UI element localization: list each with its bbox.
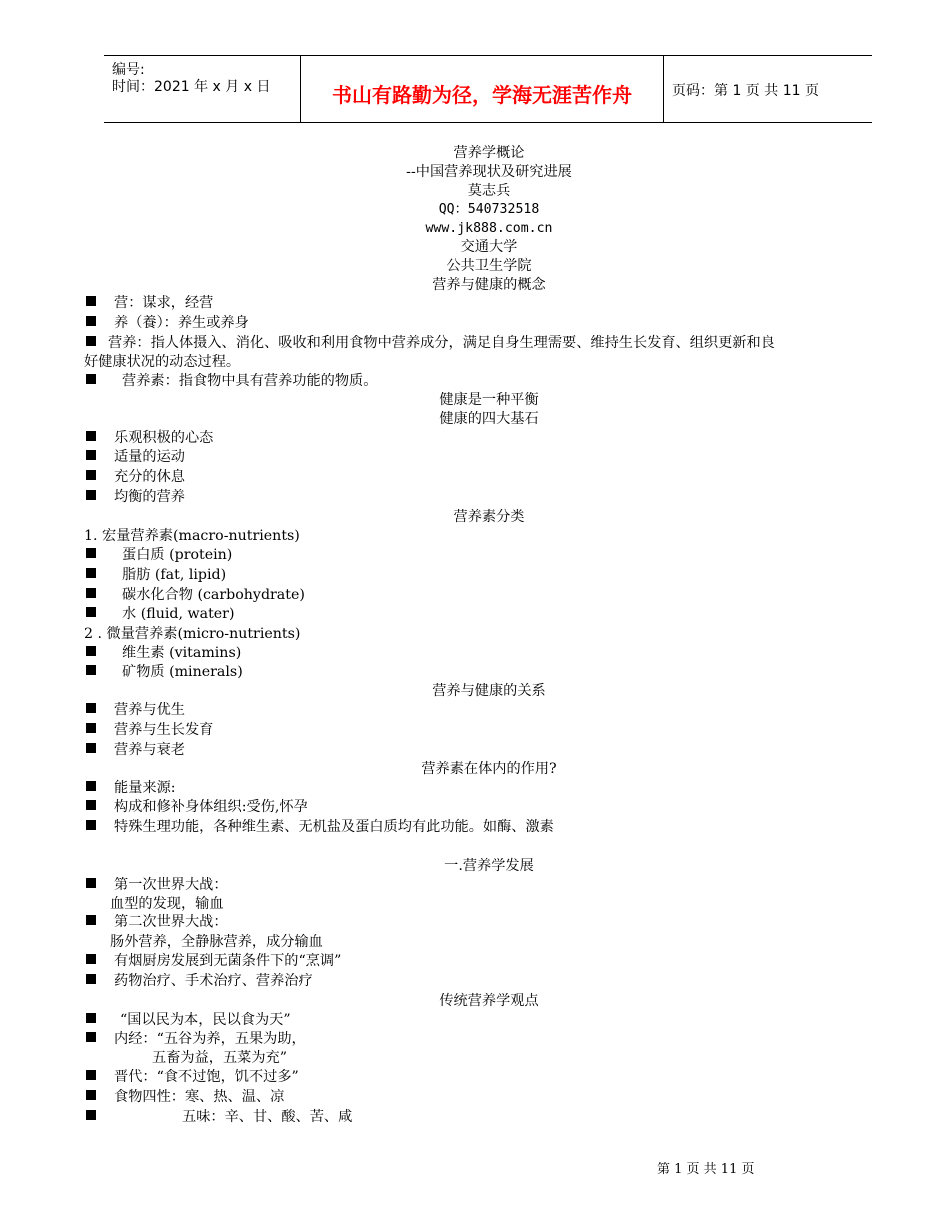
bullet-icon <box>86 665 96 675</box>
document-subtitle: --中国营养现状及研究进展 <box>406 164 572 180</box>
website: www.jk888.com.cn <box>425 221 553 236</box>
bullet-icon <box>86 915 96 925</box>
section-heading: 营养与健康的关系 <box>432 683 546 699</box>
code-label: 编号: <box>112 62 145 78</box>
list-item: 食物四性：寒、热、温、凉 <box>84 1088 284 1106</box>
qq-contact: QQ：540732518 <box>438 202 540 217</box>
list-item: 药物治疗、手术治疗、营养治疗 <box>84 972 313 990</box>
list-item: 碳水化合物 (carbohydrate) <box>84 586 305 604</box>
list-item: 营养与衰老 <box>84 741 185 759</box>
list-item: “国以民为本，民以食为天” <box>84 1011 291 1029</box>
list-item-continuation: 好健康状况的动态过程。 <box>84 354 241 370</box>
bullet-icon <box>86 490 96 500</box>
list-item: 维生素 (vitamins) <box>84 644 241 662</box>
section-heading: 健康的四大基石 <box>439 411 539 427</box>
university: 交通大学 <box>460 239 518 255</box>
bullet-icon <box>86 470 96 480</box>
bullet-icon <box>86 374 96 384</box>
page-footer: 第 1 页 共 11 页 <box>657 1162 755 1177</box>
section-heading: 传统营养学观点 <box>439 993 539 1009</box>
bullet-icon <box>86 1013 96 1023</box>
header-motto-cell <box>301 56 664 122</box>
author: 莫志兵 <box>467 183 511 199</box>
bullet-icon <box>86 781 96 791</box>
subsection-heading: 2 . 微量营养素(micro-nutrients) <box>84 626 301 642</box>
page-number-label: 页码：第 1 页 共 11 页 <box>672 83 819 99</box>
list-item: 蛋白质 (protein) <box>84 546 232 564</box>
list-item: 能量来源: <box>84 779 176 797</box>
list-item: 水 (fluid, water) <box>84 605 235 623</box>
section-heading: 营养素在体内的作用? <box>421 761 557 777</box>
bullet-icon <box>86 450 96 460</box>
bullet-icon <box>86 588 96 598</box>
bullet-icon <box>86 316 96 326</box>
bullet-icon <box>86 800 96 810</box>
bullet-icon <box>86 954 96 964</box>
section-heading: 健康是一种平衡 <box>439 392 539 408</box>
bullet-icon <box>86 431 96 441</box>
list-item: 养（養）：养生或养身 <box>84 314 249 332</box>
list-item: 五味：辛、甘、酸、苦、咸 <box>84 1108 352 1126</box>
bullet-icon <box>86 723 96 733</box>
list-item: 营：谋求，经营 <box>84 294 213 312</box>
bullet-icon <box>86 703 96 713</box>
bullet-icon <box>86 1070 96 1080</box>
bullet-icon <box>86 974 96 984</box>
section-heading: 营养与健康的概念 <box>432 277 546 293</box>
section-heading: 一.营养学发展 <box>444 858 534 874</box>
list-item: 第一次世界大战： <box>84 876 228 894</box>
list-item: 均衡的营养 <box>84 488 185 506</box>
list-item: 适量的运动 <box>84 448 185 466</box>
list-item-detail: 肠外营养，全静脉营养，成分输血 <box>110 934 323 950</box>
document-title: 营养学概论 <box>453 145 525 161</box>
list-item: 营养与优生 <box>84 701 185 719</box>
bullet-icon <box>86 646 96 656</box>
section-heading: 营养素分类 <box>453 509 525 525</box>
list-item: 特殊生理功能，各种维生素、无机盐及蛋白质均有此功能。如酶、激素 <box>84 818 554 836</box>
bullet-icon <box>86 296 96 306</box>
list-item: 脂肪 (fat, lipid) <box>84 566 226 584</box>
list-item: 晋代：“食不过饱，饥不过多” <box>84 1068 299 1086</box>
list-item: 营养：指人体摄入、消化、吸收和利用食物中营养成分，满足自身生理需要、维持生长发育、组织更新和良 <box>84 334 775 352</box>
bullet-icon <box>86 1032 96 1042</box>
time-label: 时间：2021 年 x 月 x 日 <box>112 79 271 95</box>
motto: 书山有路勤为径，学海无涯苦作舟 <box>332 83 632 107</box>
page-header <box>104 55 872 123</box>
list-item-continuation: 五畜为益，五菜为充” <box>152 1050 287 1066</box>
bullet-icon <box>86 568 96 578</box>
bullet-icon <box>86 1090 96 1100</box>
bullet-icon <box>86 743 96 753</box>
list-item: 营养与生长发育 <box>84 721 213 739</box>
list-item: 乐观积极的心态 <box>84 429 213 447</box>
list-item: 矿物质 (minerals) <box>84 663 243 681</box>
school: 公共卫生学院 <box>446 258 532 274</box>
bullet-icon <box>86 336 96 346</box>
list-item: 第二次世界大战： <box>84 913 228 931</box>
list-item: 内经：“五谷为养，五果为助， <box>84 1030 306 1048</box>
bullet-icon <box>86 1110 96 1120</box>
list-item: 有烟厨房发展到无菌条件下的“烹调” <box>84 952 341 970</box>
list-item: 构成和修补身体组织:受伤,怀孕 <box>84 798 308 816</box>
bullet-icon <box>86 878 96 888</box>
subsection-heading: 1. 宏量营养素(macro-nutrients) <box>84 528 300 544</box>
bullet-icon <box>86 820 96 830</box>
list-item: 营养素：指食物中具有营养功能的物质。 <box>84 372 377 390</box>
bullet-icon <box>86 607 96 617</box>
list-item: 充分的休息 <box>84 468 185 486</box>
bullet-icon <box>86 548 96 558</box>
header-meta-cell <box>104 56 301 122</box>
list-item-detail: 血型的发现，输血 <box>110 896 224 912</box>
